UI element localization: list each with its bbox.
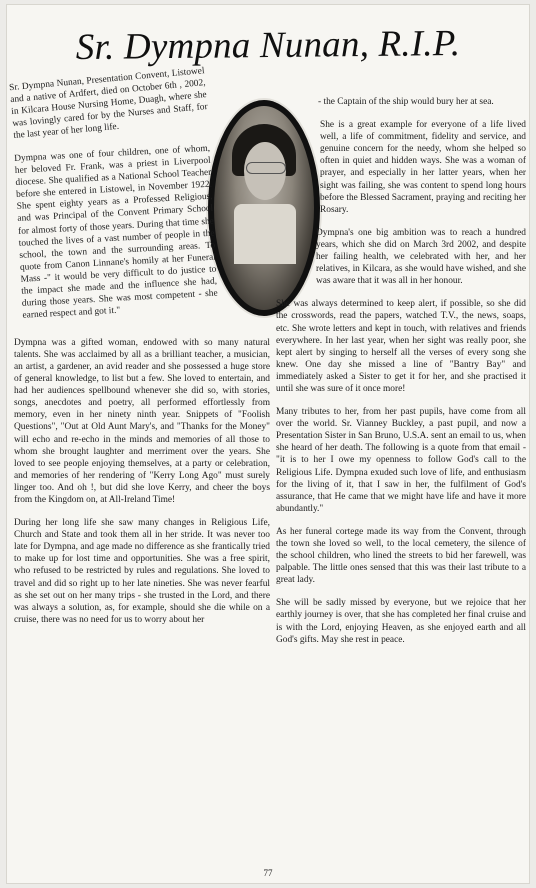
paragraph: She is a great example for everyone of a life lived well, a life of commitment, fidelity and service, and genuine concern for the needy, whom she helped so often in quiet and hidden ways. She was a woman of prayer, and especially in her latter years, when her sight was failing, she was content to spend long hours before the Blessed Sacrament, praying and reciting her Rosary. — [320, 120, 526, 215]
paragraph: As her funeral cortege made its way from the Convent, through the town she loved so well, to the local cemetery, the silence of the school children, who lined the streets to bid her farewell, was palpable. The little ones sensed that this was their last tribute to a great lady. — [276, 526, 526, 586]
paragraph: - the Captain of the ship would bury her at sea. — [318, 97, 494, 107]
right-column — [276, 96, 526, 657]
paragraph: Many tributes to her, from her past pupils, have come from all over the world. Sr. Vianney Buckley, a past pupil, and now a Presentation Sister in San Bruno, U.S.A. sent an email to us, when she heard of her death. The following is a quote from that email - "it is to her I owe my openness to follow God's call to the Religious Life. Dympna exuded such love of life, and enthusiasm for the living of it, that I saw in her, the fulfilment of God's assurance, that He came that we might have life and have it more abundantly." — [276, 407, 526, 514]
page-title: Sr. Dympna Nunan, R.I.P. — [75, 22, 461, 69]
paragraph: Sr. Dympna Nunan, Presentation Convent, Listowel and a native of Ardfert, died on October 6th , 2002, in Kilcara House Nursing Home, Duagh, where she was lovingly cared for by the Nurses and Staff, for the last year of her long life. — [8, 66, 209, 142]
page-number: 77 — [263, 868, 273, 878]
paragraph: Dympna was a gifted woman, endowed with so many natural talents. She was acclaimed by all as a brilliant teacher, a musician, an artist, a gardener, an avid reader and she possessed a huge store of general knowledge, to list but a few. She loved to entertain, and had her audiences spellbound whenever she did so, with stories, songs, anecdotes and poetry, all performed effortlessly from memory, even in her ninety ninth year. Snippets of "Foolish Questions", "Out at Old Aunt Mary's, and "Thanks for the Money" will echo and re-echo in the minds and memories of all those to whom she brought laughter and merriment over the years. She loved to see people enjoying themselves, at a party or celebration, and memories of her rendering of "Kerry Long Ago" must surely linger too. And oh !, but did she love Kerry, and cheer the boys from the Kingdom on, at All-Ireland Time! — [14, 337, 270, 505]
paragraph: During her long life she saw many changes in Religious Life, Church and State and took them all in her stride. It was never too late for Dympna, and age made no difference as she frantically tried to make up for lost time and opportunities. She was a free spirit, who refused to be restricted by rules and regulations. She loved to travel and did so right up to her late nineties. She was never fearful as she set out on her many trips - she trusted in the Lord, and there was always a solution, as, for example, should she die while on a cruise, there was no need for us to worry about her — [14, 518, 270, 625]
paragraph: She was always determined to keep alert, if possible, so she did the crosswords, read the papers, watched T.V., the news, soaps, etc. She wrote letters and kept in touch, with relatives and friends everywhere. In her last year, when her sight was really poor, she kept alert by singing to herself all the verses of every song she knew. One day she missed a line of "Bantry Bay" and immediately asked a Sister to get it for her, and she practised it until she was sure of it once more! — [276, 299, 526, 394]
left-column — [8, 66, 270, 637]
paragraph: Dympna was one of four children, one of whom, her beloved Fr. Frank, was a priest in Liverpool diocese. She qualified as a National School Teacher before she entered in Listowel, in November 1922. She spent eighty years as a Professed Religious, and was Principal of the Convent Primary School for almost forty of those years. During that time she touched the lives of a vast number of people in the school, the town and the surrounding areas. To quote from Canon Linnane's homily at her Funeral Mass -" it would be very difficult to do justice to the impact she made and the influence she had, during those years. She was most competent - she earned respect and got it." — [14, 144, 218, 322]
document-page — [6, 4, 530, 884]
paragraph: She will be sadly missed by everyone, but we rejoice that her earthly journey is over, that she has completed her final cruise and is with the Lord, enjoying Heaven, as she enjoyed earth and all God's gifts. May she rest in peace. — [276, 598, 526, 645]
paragraph: Dympna's one big ambition was to reach a hundred years, which she did on March 3rd 2002, and despite her failing health, we celebrated with her, and her relatives, in Kilcara, as she would have wished, and she was aware that it was all in her honour. — [316, 227, 526, 287]
